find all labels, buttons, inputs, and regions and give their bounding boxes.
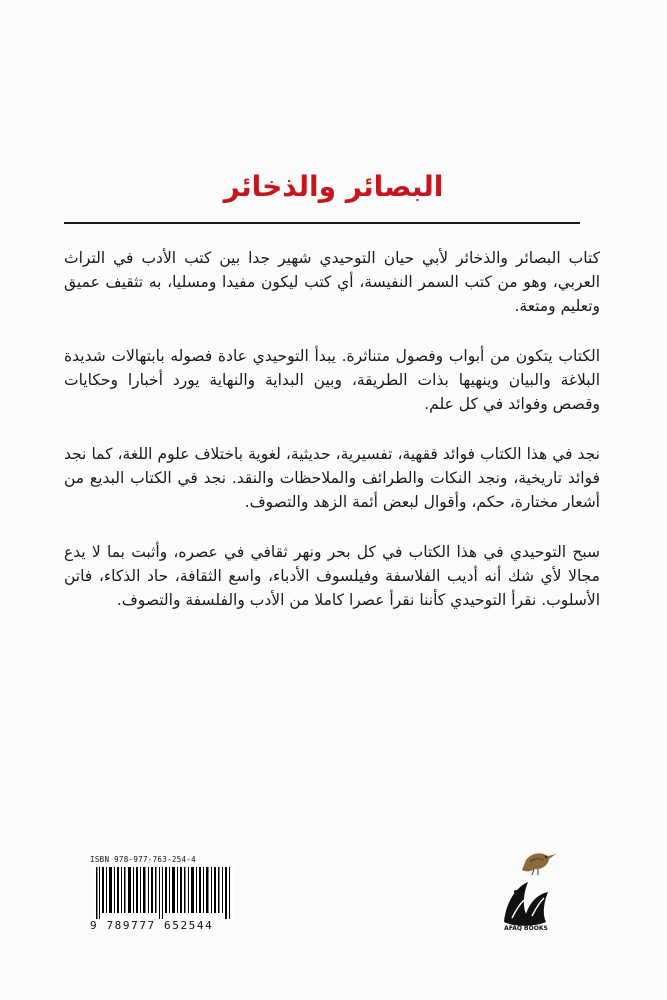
blurb-paragraph-3: نجد في هذا الكتاب فوائد فقهية، تفسيرية، حديثية، لغوية باختلاف علوم اللغة، كما نجد فوائد تاريخية، ونجد النكات والطرائف والملاحظات والنقد. نجد في الكتاب البديع من أشعار مختارة، حكم، وأقوال لبعض أئمة الزهد والتصوف. [64, 445, 600, 511]
publisher-name: AFAQ BOOKS [504, 925, 548, 932]
blurb-paragraph-1: كتاب البصائر والذخائر لأبي حيان التوحيدي شهير جدا بين كتب الأدب في التراث العربي، وهو من كتب السمر النفيسة، أي كتب ليكون مفيدا ومسليا، به تثقيف عميق وتعليم ومتعة. [64, 249, 600, 315]
isbn-text: ISBN 978-977-763-254-4 [90, 855, 196, 864]
blurb [64, 246, 600, 638]
barcode-bars [94, 867, 234, 919]
barcode-digits: 9 789777 652544 [90, 919, 214, 932]
book-title: البصائر والذخائر [223, 170, 444, 203]
title-divider [64, 222, 580, 224]
blurb-paragraph-4: سبح التوحيدي في هذا الكتاب في كل بحر ونهر ثقافي في عصره، وأثبت بما لا يدع مجالا لأي شك أنه أديب الفلاسفة وفيلسوف الأدباء، واسع الثقافة، حاد الذكاء، فاتن الأسلوب. نقرأ التوحيدي كأننا نقرأ عصرا كاملا من الأدب والفلسفة والتصوف. [64, 543, 600, 609]
barcode [90, 855, 240, 935]
blurb-paragraph-2: الكتاب يتكون من أبواب وفصول متناثرة. يبدأ التوحيدي عادة فصوله بابتهالات شديدة البلاغة والبيان وينهيها بذات الطريقة، وبين البداية والنهاية يورد أخبارا وحكايات وقصص وفوائد في كل علم. [64, 347, 600, 413]
